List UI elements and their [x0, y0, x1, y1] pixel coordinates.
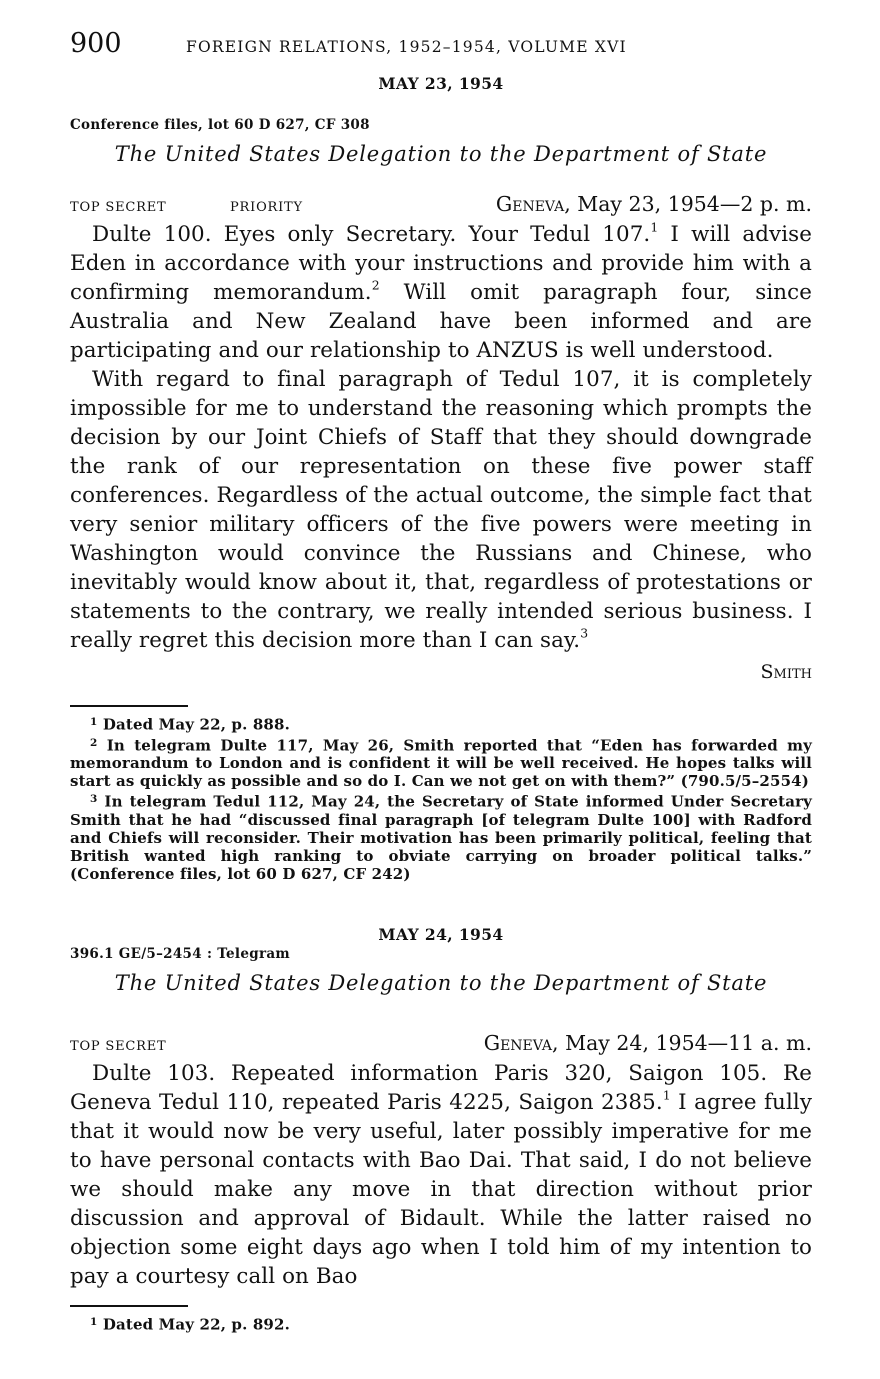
- body-paragraph: [70, 365, 812, 655]
- document-entry-may-24: [70, 925, 812, 1334]
- document-entry-may-23: [70, 74, 812, 883]
- running-head: [70, 28, 812, 70]
- signature: Smith: [760, 661, 812, 683]
- footnote-ref[interactable]: 2: [371, 277, 380, 293]
- footnote-rule: [70, 705, 188, 707]
- footnote-number: 1: [90, 1316, 98, 1329]
- source-citation: 396.1 GE/5–2454 : Telegram: [70, 946, 291, 963]
- footnote: [70, 713, 812, 734]
- footnote-text: In telegram Dulte 117, May 26, Smith reported that “Eden has forwarded my memorandum to London and is confident it will be well received. He hopes talks will start as quickly as possible and so do I. Can we not get on with them?” (790.5/5–2554): [70, 736, 812, 791]
- volume-title: FOREIGN RELATIONS, 1952–1954, VOLUME XVI: [186, 38, 627, 56]
- entry-date-heading: MAY 24, 1954: [378, 925, 504, 945]
- footnote-text: Dated May 22, p. 892.: [102, 1315, 290, 1334]
- footnote-number: 1: [90, 716, 98, 728]
- footnote: [70, 790, 812, 883]
- classification-line: [70, 1031, 812, 1055]
- priority-label: PRIORITY: [230, 200, 303, 215]
- place-and-date: [484, 1031, 812, 1055]
- classification-label: TOP SECRET: [70, 1039, 167, 1055]
- document-title: The United States Delegation to the Department of State: [114, 142, 768, 166]
- text-run: Dulte 100. Eyes only Secretary. Your Tedul 107.: [92, 222, 651, 247]
- body-paragraph: [70, 220, 812, 365]
- footnote-number: 3: [90, 793, 98, 806]
- place-and-date: [496, 192, 812, 216]
- place-name: Geneva: [483, 1031, 553, 1056]
- text-run: I will advise Eden in accordance with your instructions and provide him with a confirming memorandum.: [70, 222, 813, 305]
- entry-date-heading: MAY 23, 1954: [378, 74, 504, 93]
- date-time: , May 23, 1954—2 p. m.: [564, 192, 812, 216]
- document-page: [70, 28, 812, 1334]
- footnotes: [70, 1313, 812, 1334]
- classification-label: TOP SECRET: [70, 200, 167, 215]
- footnote-text: In telegram Tedul 112, May 24, the Secretary of State informed Under Secretary Smith that he had “discussed final paragraph [of telegram Dulte 100] with Radford and Chiefs will reconsider. Their motivation has been primarily political, feeling that British wanted high ranking to obviate carrying on broader political talks.” (Conference files, lot 60 D 627, CF 242): [70, 793, 812, 884]
- footnote: [70, 1313, 812, 1334]
- footnote-rule: [70, 1305, 188, 1307]
- footnote-ref[interactable]: 3: [580, 625, 589, 641]
- text-run: With regard to final paragraph of Tedul 107, it is completely impossible for me to understand the reasoning which prompts the decision by our Joint Chiefs of Staff that they should downgrade the rank of our representation on these five power staff conferences. Regardless of the actual outcome, the simple fact that very senior military officers of the five powers were meeting in Washington would convince the Russians and Chinese, who inevitably would know about it, that, regardless of protestations or statements to the contrary, we really intended serious business. I really regret this decision more than I can say.: [70, 367, 812, 653]
- footnotes: [70, 713, 812, 883]
- document-title: The United States Delegation to the Department of State: [114, 971, 768, 996]
- telegram-body: [70, 1059, 812, 1291]
- source-citation: Conference files, lot 60 D 627, CF 308: [70, 117, 370, 133]
- place-name: Geneva: [495, 192, 565, 216]
- text-run: Will omit paragraph four, since Australia and New Zealand have been informed and are participating and our relationship to ANZUS is well understood.: [70, 280, 813, 363]
- footnote-number: 2: [90, 736, 98, 749]
- page-number: 900: [70, 28, 122, 59]
- classification-line: [70, 192, 812, 216]
- footnote-text: Dated May 22, p. 888.: [102, 715, 290, 734]
- text-run: I agree fully that it would now be very useful, later possibly imperative for me to have personal contacts with Bao Dai. That said, I do not believe we should make any move in that direction without prior discussion and approval of Bidault. While the latter raised no objection some eight days ago when I told him of my intention to pay a courtesy call on Bao: [70, 1090, 813, 1290]
- footnote-ref[interactable]: 1: [650, 219, 659, 235]
- footnote: [70, 734, 812, 791]
- telegram-body: [70, 220, 812, 655]
- text-run: Dulte 103. Repeated information Paris 320, Saigon 105. Re Geneva Tedul 110, repeated Paris 4225, Saigon 2385.: [70, 1061, 812, 1116]
- body-paragraph: [70, 1059, 812, 1291]
- date-time: , May 24, 1954—11 a. m.: [552, 1031, 812, 1056]
- footnote-ref[interactable]: 1: [662, 1087, 671, 1103]
